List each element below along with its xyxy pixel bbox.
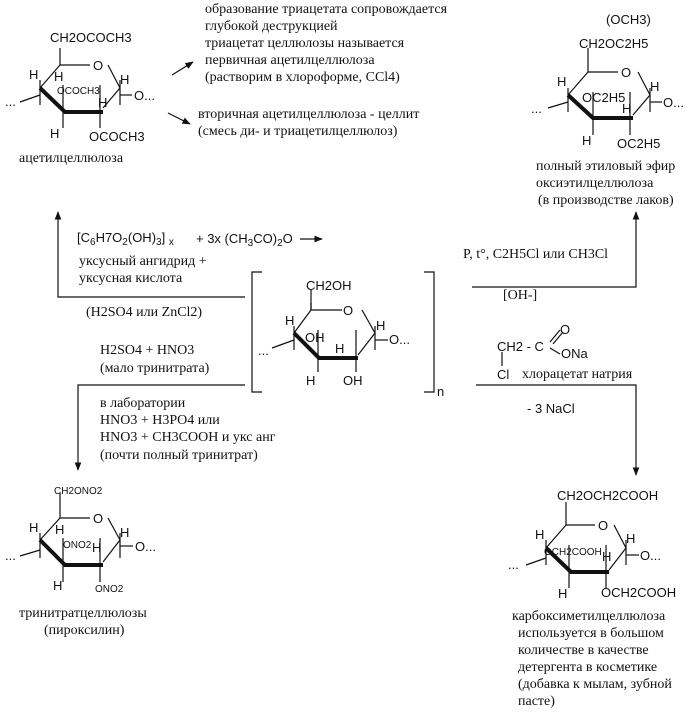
byproduct: - 3 NaCl: [527, 401, 575, 416]
chain-oxygen: O...: [640, 548, 661, 563]
h-label: H: [306, 373, 316, 388]
h-label: H: [285, 313, 295, 328]
h-label: H: [582, 133, 592, 148]
chloroacetate-o: O: [560, 322, 571, 337]
ring-oxygen: O: [93, 511, 104, 526]
h-label: H: [29, 67, 39, 82]
carboxy-product-line: карбоксиметилцеллюлоза: [512, 609, 666, 624]
chloroacetate-ch2: CH2 - C: [497, 339, 544, 354]
nitro-group-bottom: ONO2: [95, 584, 124, 595]
h-label: H: [120, 525, 130, 540]
nitro-group-mid: ONO2: [63, 540, 92, 551]
acetyl-group-top: CH2OCOCH3: [50, 30, 132, 45]
h-label: H: [376, 318, 386, 333]
ethyl-group-mid: OC2H5: [582, 90, 626, 105]
chain-oxygen: O...: [663, 95, 684, 110]
h-label: H: [120, 72, 130, 87]
h-label: H: [535, 527, 545, 542]
chain-dots: ...: [5, 94, 16, 109]
nitration-reagents: H2SO4 + HNO3: [100, 343, 195, 358]
h-label: H: [53, 578, 63, 593]
subscript-n: n: [437, 384, 445, 399]
nitro-group-top: CH2ONO2: [54, 486, 103, 497]
acetyl-reagent-line: уксусный ангидрид +: [79, 254, 207, 269]
acetyl-reagent-line: уксусная кислота: [79, 271, 183, 286]
primary-acetate-note: триацетат целлюлозы называется: [205, 36, 405, 51]
h-label: H: [29, 520, 39, 535]
h-label: H: [557, 74, 567, 89]
h-label: H: [558, 586, 568, 601]
oh-label: OH: [305, 330, 325, 345]
lab-nitration: HNO3 + H3PO4 или: [100, 413, 220, 428]
h-label: H: [98, 95, 108, 110]
ring-oxygen: O: [621, 65, 632, 80]
acetyl-product-name: ацетилцеллюлоза: [19, 151, 124, 166]
primary-acetate-note: первичная ацетилцеллюлоза: [205, 53, 375, 68]
carboxy-product-line: детергента в косметике: [518, 660, 658, 675]
acetyl-catalyst: (H2SO4 или ZnCl2): [86, 305, 203, 320]
carboxy-product-line: количестве в качестве: [518, 643, 649, 658]
lab-nitration: HNO3 + CH3COOH и укс анг: [100, 430, 276, 445]
chloroacetate-cl: Cl: [497, 367, 510, 382]
ethyl-group-note: (OCH3): [606, 12, 651, 27]
carboxy-group-bottom: OCH2COOH: [601, 585, 677, 600]
primary-acetate-note: (растворим в хлороформе, CCl4): [205, 70, 400, 85]
acetyl-group-mid: OCOCH3: [57, 86, 100, 97]
ring-oxygen: O: [93, 58, 104, 73]
chain-dots: ...: [531, 101, 542, 116]
ethyl-base: [OH-]: [503, 288, 538, 303]
ring-oxygen: O: [598, 518, 609, 533]
chain-dots: ...: [258, 343, 269, 358]
chain-dots: ...: [5, 548, 16, 563]
chloroacetate-ona: ONa: [561, 346, 588, 361]
h-label: H: [92, 540, 102, 555]
arrow-primary-acetyl: [172, 62, 193, 75]
carboxy-group-top: CH2OCH2COOH: [557, 488, 659, 503]
primary-acetate-note: образование триацетата сопровождается: [205, 2, 448, 17]
carboxy-product-line: используется в большом: [518, 626, 664, 641]
h-label: H: [650, 79, 660, 94]
chain-oxygen: O...: [389, 332, 410, 347]
h-label: H: [55, 522, 65, 537]
h-label: H: [626, 531, 636, 546]
h-label: H: [54, 69, 64, 84]
chain-dots: ...: [508, 557, 519, 572]
ethyl-group-top: CH2OC2H5: [579, 36, 649, 51]
left-bracket: [252, 272, 262, 392]
ring-oxygen: O: [343, 303, 354, 318]
ethyl-conditions: P, t°, C2H5Cl или CH3Cl: [463, 247, 609, 262]
chain-oxygen: O...: [135, 539, 156, 554]
nitro-product-line: (пироксилин): [44, 623, 125, 638]
carboxy-group-mid: OCH2COOH: [544, 547, 602, 558]
nitration-note: (мало тринитрата): [100, 361, 210, 376]
ethyl-product-line: оксиэтилцеллюлоза: [536, 176, 654, 191]
ethyl-product-line: (в производстве лаков): [538, 193, 674, 208]
h-label: H: [622, 101, 632, 116]
chain-oxygen: O...: [134, 88, 155, 103]
arrow-to-carboxy: [476, 385, 636, 475]
primary-acetate-note: глубокой деструкцией: [205, 19, 338, 34]
lab-nitration: (почти полный тринитрат): [100, 448, 258, 463]
h-label: H: [335, 341, 345, 356]
right-bracket: [424, 272, 434, 392]
reagent-formula: + 3x $(CH_3CO)_2O$: [196, 231, 293, 249]
secondary-acetate-note: (смесь ди- и триацетилцеллюлоз): [198, 124, 398, 139]
carboxy-product-line: (добавка к мылам, зубной: [518, 677, 672, 692]
h-label: H: [50, 126, 60, 141]
carboxy-product-line: пасте): [518, 694, 555, 709]
lab-nitration: в лаборатории: [100, 396, 186, 411]
ethyl-product-line: полный этиловый эфир: [536, 159, 676, 174]
h-label: H: [602, 549, 612, 564]
cellulose-ring: [272, 290, 388, 372]
ch2oh-group: CH2OH: [306, 278, 352, 293]
arrow-secondary-acetyl: [168, 113, 190, 124]
oh-label: OH: [343, 373, 363, 388]
secondary-acetate-note: вторичная ацетилцеллюлоза - целлит: [198, 107, 420, 122]
chloroacetate-name: хлорацетат натрия: [522, 367, 633, 382]
ethyl-group-bottom: OC2H5: [617, 136, 661, 151]
monomer-formula: $[C_6H7O_2(OH)_3]$ $_x$: [77, 230, 174, 248]
nitro-product-line: тринитратцеллюлозы: [19, 606, 147, 621]
acetyl-group-bottom: OCOCH3: [89, 129, 145, 144]
